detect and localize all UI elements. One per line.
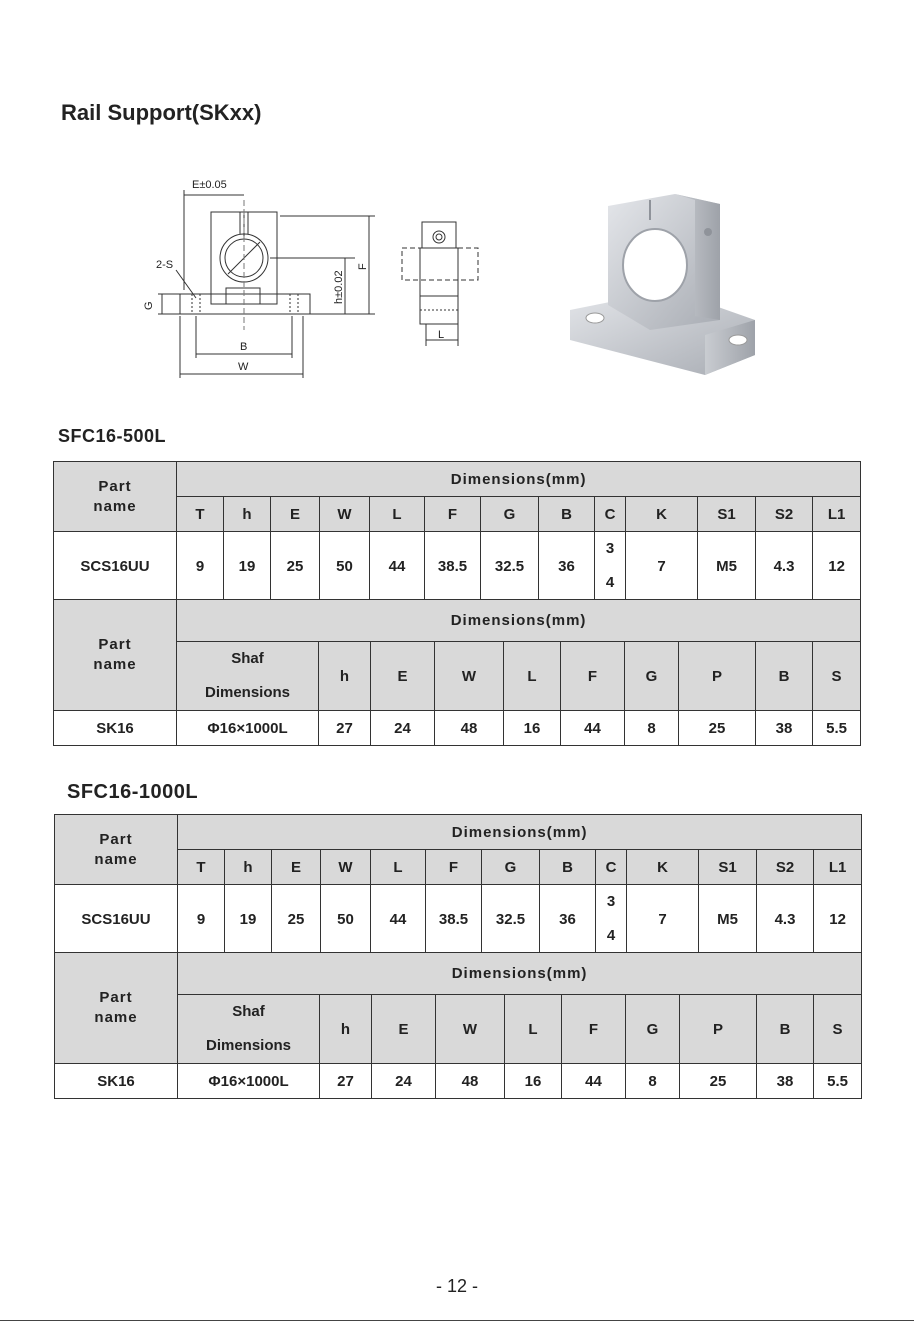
value-cell: 38 [757,1064,814,1099]
col-header: F [425,497,481,532]
dimensions-header: Dimensions(mm) [178,953,862,995]
value-cell: 4.3 [757,885,814,954]
spec-table-sk16-1000l [54,952,862,1099]
col-header: S1 [698,497,756,532]
col-header: B [757,995,814,1064]
col-header: S2 [756,497,813,532]
col-header: P [679,642,756,711]
col-header: F [561,642,625,711]
col-header: B [756,642,813,711]
part-name-cell: SCS16UU [54,532,177,601]
part-name-header: Part name [55,815,178,885]
value-cell: 44 [562,1064,626,1099]
value-cell: 19 [225,885,272,954]
col-header: h [320,995,372,1064]
col-header: C [595,497,626,532]
page-title: Rail Support(SKxx) [61,100,262,125]
value-cell: 8 [625,711,679,746]
spec-table-sfc16-1000l [54,814,862,954]
rail-support-drawing [140,170,780,385]
col-header: E [372,995,436,1064]
product-figure [140,170,780,385]
value-cell: 7 [627,885,699,954]
product-render [570,194,755,375]
col-header: L [504,642,561,711]
label-b: B [240,341,248,353]
value-cell: 48 [435,711,504,746]
label-w: W [238,361,249,373]
shaf-dimensions-header: Shaf Dimensions [178,995,320,1064]
col-header: G [626,995,680,1064]
col-header: S2 [757,850,814,885]
spec-table-sfc16-500l [53,461,861,601]
shaf-value-cell: Φ16×1000L [178,1064,320,1099]
value-cell: 38 [756,711,813,746]
c-value-cell: 3 4 [596,885,627,954]
value-cell: 24 [371,711,435,746]
spec-table-sk16-500l [53,599,861,746]
part-name-header: Part name [54,600,177,711]
col-header: G [482,850,540,885]
value-cell: 25 [272,885,321,954]
value-cell: 25 [679,711,756,746]
section-title-sfc16-1000l: SFC16-1000L [67,781,199,803]
value-cell: 16 [504,711,561,746]
value-cell: M5 [698,532,756,601]
value-cell: 32.5 [481,532,539,601]
label-h-tolerance: h±0.02 [333,270,345,304]
value-cell: 24 [372,1064,436,1099]
page-number: - 12 - [435,1276,478,1296]
part-name-cell: SK16 [54,711,177,746]
col-header: S [813,642,861,711]
dimensions-header: Dimensions(mm) [177,462,861,497]
col-header: W [321,850,371,885]
value-cell: 19 [224,532,271,601]
col-header: S1 [699,850,757,885]
value-cell: 8 [626,1064,680,1099]
value-cell: 9 [177,532,224,601]
section-title-sfc16-500l: SFC16-500L [58,426,167,446]
part-name-header: Part name [55,953,178,1064]
col-header: K [627,850,699,885]
value-cell: 27 [319,711,371,746]
label-e-tolerance: E±0.05 [192,179,227,191]
value-cell: 12 [813,532,861,601]
value-cell: 4.3 [756,532,813,601]
col-header: L [370,497,425,532]
col-header: F [426,850,482,885]
col-header: G [481,497,539,532]
value-cell: 32.5 [482,885,540,954]
col-header: E [371,642,435,711]
value-cell: M5 [699,885,757,954]
col-header: T [178,850,225,885]
col-header: B [540,850,596,885]
c-value-cell: 3 4 [595,532,626,601]
shaf-value-cell: Φ16×1000L [177,711,319,746]
label-f: F [357,263,369,270]
col-header: P [680,995,757,1064]
value-cell: 7 [626,532,698,601]
value-cell: 48 [436,1064,505,1099]
value-cell: 50 [320,532,370,601]
col-header: L1 [813,497,861,532]
value-cell: 5.5 [814,1064,862,1099]
part-name-cell: SCS16UU [55,885,178,954]
value-cell: 9 [178,885,225,954]
col-header: K [626,497,698,532]
col-header: E [272,850,321,885]
value-cell: 36 [539,532,595,601]
col-header: S [814,995,862,1064]
value-cell: 50 [321,885,371,954]
value-cell: 38.5 [425,532,481,601]
value-cell: 5.5 [813,711,861,746]
part-name-header: Part name [54,462,177,532]
value-cell: 25 [680,1064,757,1099]
col-header: C [596,850,627,885]
shaf-dimensions-header: Shaf Dimensions [177,642,319,711]
col-header: L [371,850,426,885]
dimensions-header: Dimensions(mm) [177,600,861,642]
col-header: L1 [814,850,862,885]
col-header: G [625,642,679,711]
dimensions-header: Dimensions(mm) [178,815,862,850]
label-l: L [438,329,445,341]
col-header: h [225,850,272,885]
col-header: h [319,642,371,711]
value-cell: 16 [505,1064,562,1099]
value-cell: 44 [370,532,425,601]
col-header: L [505,995,562,1064]
value-cell: 27 [320,1064,372,1099]
value-cell: 36 [540,885,596,954]
value-cell: 38.5 [426,885,482,954]
col-header: W [435,642,504,711]
col-header: W [320,497,370,532]
col-header: h [224,497,271,532]
part-name-cell: SK16 [55,1064,178,1099]
col-header: E [271,497,320,532]
col-header: T [177,497,224,532]
label-g: G [143,301,155,310]
label-2-s: 2-S [156,259,174,271]
col-header: B [539,497,595,532]
value-cell: 44 [561,711,625,746]
value-cell: 12 [814,885,862,954]
col-header: W [436,995,505,1064]
value-cell: 44 [371,885,426,954]
col-header: F [562,995,626,1064]
value-cell: 25 [271,532,320,601]
bottom-divider [0,1320,914,1321]
